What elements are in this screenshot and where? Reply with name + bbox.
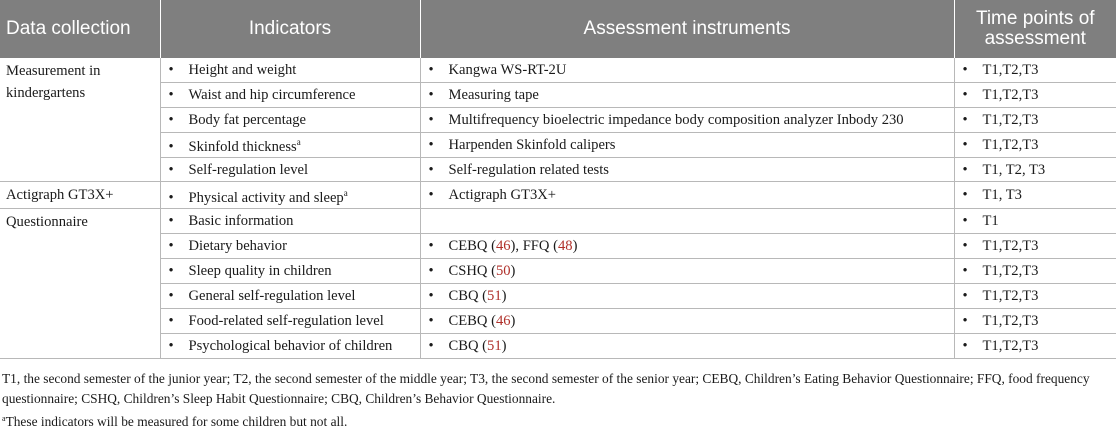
citation-link[interactable]: 50 (495, 263, 511, 280)
time-text: T1,T2,T3 (982, 111, 1039, 128)
group-cell: Measurement in kindergartens (0, 58, 160, 182)
indicator-text: Body fat percentage (188, 111, 307, 128)
header-row (0, 0, 1116, 58)
group-cell: Actigraph GT3X+ (0, 182, 160, 209)
table-footnotes (0, 369, 1116, 432)
instrument-cell (420, 259, 954, 284)
time-cell (954, 182, 1116, 209)
instrument-cell (420, 234, 954, 259)
time-cell (954, 234, 1116, 259)
table-row (0, 182, 1116, 209)
time-cell (954, 107, 1116, 132)
bullet: • (428, 111, 434, 128)
abbreviations-note: T1, the second semester of the junior year; T2, the second semester of the middle year; T3, the second semester of the senior year; CEBQ, Children’s Eating Behavior Questionnaire; FFQ, food frequency questionnaire; CSHQ, Children’s Sleep Habit Questionnaire; CBQ, Children’s Behavior Questionnaire. (2, 370, 1090, 406)
instrument-cell (420, 333, 954, 358)
time-text: T1,T2,T3 (982, 312, 1039, 329)
time-cell (954, 132, 1116, 157)
instrument-cell (420, 157, 954, 182)
bullet: • (428, 86, 434, 103)
bullet: • (168, 161, 174, 178)
bullet: • (962, 213, 968, 230)
bullet: • (168, 287, 174, 304)
instrument-text: CEBQ ( (448, 238, 496, 255)
header-instruments: Assessment instruments (420, 0, 954, 58)
instrument-text: Kangwa WS-RT-2U (448, 61, 567, 78)
header-data-collection: Data collection (0, 0, 160, 58)
header-indicators: Indicators (160, 0, 420, 58)
footnote-mark: a (296, 137, 301, 148)
bullet: • (962, 136, 968, 153)
time-text: T1, T2, T3 (982, 161, 1046, 178)
instrument-cell (420, 209, 954, 234)
instrument-text: ) (510, 263, 516, 280)
time-cell (954, 259, 1116, 284)
bullet: • (962, 111, 968, 128)
bullet: • (168, 111, 174, 128)
indicator-text: General self-regulation level (188, 287, 356, 304)
bullet: • (428, 136, 434, 153)
table-row (0, 259, 1116, 284)
bullet: • (962, 187, 968, 204)
indicator-cell (160, 82, 420, 107)
header-time-points: Time points of assessment (954, 0, 1116, 58)
bullet: • (962, 161, 968, 178)
time-text: T1,T2,T3 (982, 86, 1039, 103)
time-cell (954, 209, 1116, 234)
instrument-text: ) (501, 287, 507, 304)
indicator-cell (160, 259, 420, 284)
citation-link[interactable]: 51 (487, 287, 502, 304)
indicator-text: Waist and hip circumference (188, 86, 356, 103)
table-row (0, 58, 1116, 82)
time-text: T1 (982, 213, 999, 230)
bullet: • (168, 86, 174, 103)
time-text: T1,T2,T3 (982, 263, 1039, 280)
instrument-text: CSHQ ( (448, 263, 496, 280)
indicator-cell (160, 157, 420, 182)
instrument-cell (420, 132, 954, 157)
indicator-text: Psychological behavior of children (188, 337, 393, 354)
citation-link[interactable]: 48 (557, 238, 573, 255)
indicator-cell (160, 284, 420, 309)
instrument-text: ) (572, 238, 578, 255)
table-row (0, 82, 1116, 107)
time-text: T1,T2,T3 (982, 136, 1039, 153)
instrument-text: Actigraph GT3X+ (448, 187, 557, 204)
indicator-cell (160, 234, 420, 259)
indicator-text: Height and weight (188, 61, 297, 78)
footnote-mark: a (343, 187, 348, 198)
bullet: • (168, 337, 174, 354)
bullet: • (428, 61, 434, 78)
indicator-text: Self-regulation level (188, 161, 309, 178)
bullet: • (168, 213, 174, 230)
bullet: • (962, 238, 968, 255)
time-text: T1,T2,T3 (982, 287, 1039, 304)
instrument-text: ), FFQ ( (510, 238, 558, 255)
table-row (0, 284, 1116, 309)
bullet: • (428, 161, 434, 178)
time-cell (954, 284, 1116, 309)
table-row (0, 132, 1116, 157)
instrument-cell (420, 107, 954, 132)
bullet: • (168, 189, 174, 206)
bullet: • (168, 238, 174, 255)
instrument-cell (420, 308, 954, 333)
bullet: • (962, 312, 968, 329)
bullet: • (168, 312, 174, 329)
time-cell (954, 82, 1116, 107)
indicator-cell (160, 107, 420, 132)
bullet: • (962, 337, 968, 354)
time-cell (954, 308, 1116, 333)
time-text: T1,T2,T3 (982, 337, 1039, 354)
instrument-text: ) (510, 312, 516, 329)
bullet: • (428, 187, 434, 204)
time-cell (954, 333, 1116, 358)
table-row (0, 209, 1116, 234)
bullet: • (428, 238, 434, 255)
bullet: • (962, 86, 968, 103)
time-text: T1, T3 (982, 187, 1022, 204)
instrument-text: Harpenden Skinfold calipers (448, 136, 616, 153)
bullet: • (962, 287, 968, 304)
citation-link[interactable]: 51 (487, 337, 502, 354)
table-row (0, 234, 1116, 259)
table-row (0, 333, 1116, 358)
time-cell (954, 157, 1116, 182)
indicator-text: Basic information (188, 213, 294, 230)
indicator-text: Skinfold thickness (188, 139, 297, 156)
bullet: • (168, 61, 174, 78)
indicator-text: Dietary behavior (188, 238, 287, 255)
table-row (0, 157, 1116, 182)
bullet: • (168, 263, 174, 280)
indicator-cell (160, 132, 420, 157)
indicator-cell (160, 333, 420, 358)
instrument-cell (420, 182, 954, 209)
time-cell (954, 58, 1116, 82)
instrument-cell (420, 58, 954, 82)
instrument-text: CBQ ( (448, 287, 488, 304)
table-row (0, 107, 1116, 132)
indicator-text: Sleep quality in children (188, 263, 332, 280)
bullet: • (962, 61, 968, 78)
bullet: • (428, 337, 434, 354)
indicator-cell (160, 308, 420, 333)
instrument-text: CBQ ( (448, 337, 488, 354)
instrument-text: Measuring tape (448, 86, 539, 103)
footnote-text: These indicators will be measured for some children but not all. (5, 413, 348, 429)
instrument-text: Multifrequency bioelectric impedance body composition analyzer Inbody 230 (448, 111, 904, 128)
citation-link[interactable]: 46 (495, 238, 511, 255)
bullet: • (168, 139, 174, 156)
footnote-a (2, 409, 1108, 432)
time-text: T1,T2,T3 (982, 238, 1039, 255)
instrument-text: CEBQ ( (448, 312, 496, 329)
citation-link[interactable]: 46 (495, 312, 511, 329)
instrument-text: ) (501, 337, 507, 354)
bullet: • (962, 263, 968, 280)
bullet: • (428, 263, 434, 280)
indicator-cell (160, 209, 420, 234)
bullet: • (428, 287, 434, 304)
time-text: T1,T2,T3 (982, 61, 1039, 78)
indicator-cell (160, 182, 420, 209)
table-row (0, 308, 1116, 333)
group-cell: Questionnaire (0, 209, 160, 358)
indicator-text: Food-related self-regulation level (188, 312, 384, 329)
instrument-cell (420, 284, 954, 309)
footnote-mark: a (2, 413, 6, 423)
indicator-text: Physical activity and sleep (188, 189, 344, 206)
indicator-cell (160, 58, 420, 82)
bullet: • (428, 312, 434, 329)
instrument-cell (420, 82, 954, 107)
table-body (0, 58, 1116, 358)
instrument-text: Self-regulation related tests (448, 161, 609, 178)
